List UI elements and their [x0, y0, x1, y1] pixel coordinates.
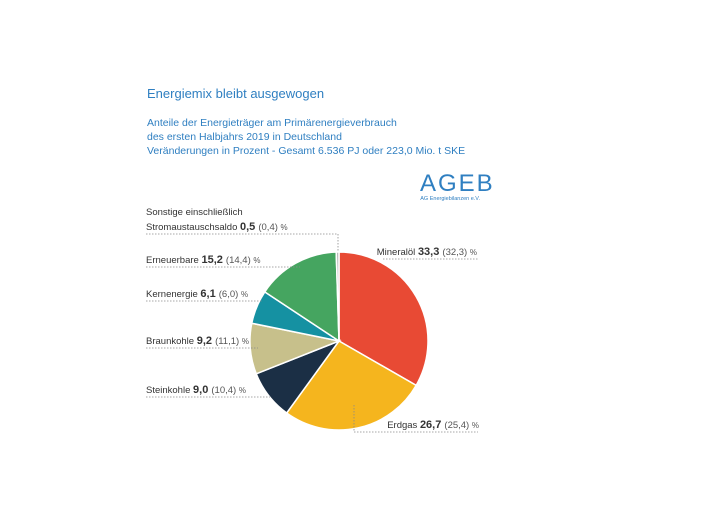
slice-label-erdgas — [387, 419, 479, 431]
slice-value: 0,5 — [240, 221, 259, 233]
subtitle-line-1: Anteile der Energieträger am Primärenergieverbrauch — [147, 117, 397, 129]
slice-unit: % — [469, 248, 477, 257]
pie-slices — [250, 252, 428, 430]
slice-unit: % — [253, 256, 261, 265]
slice-value: 9,0 — [193, 384, 212, 396]
slice-name: Kernenergie — [146, 289, 201, 300]
slice-value: 9,2 — [196, 335, 216, 347]
slice-value: 26,7 — [419, 419, 445, 431]
slice-prev-value: (32,3) — [442, 247, 470, 258]
slice-prev-value: (10,4) — [211, 385, 239, 396]
slice-label-kernenergie — [146, 288, 248, 300]
slice-label-sonstige-einschliesslich — [146, 221, 288, 233]
slice-label-braunkohle — [146, 335, 249, 347]
slice-value: 33,3 — [417, 246, 443, 258]
slice-name: Mineralöl — [376, 247, 418, 258]
slice-value: 15,2 — [201, 254, 226, 266]
chart-headline: Energiemix bleibt ausgewogen — [147, 86, 325, 101]
slice-unit: % — [471, 421, 479, 430]
subtitle-line-3: Veränderungen in Prozent - Gesamt 6.536 PJ oder 223,0 Mio. t SKE — [147, 145, 466, 157]
logo-sub-text: AG Energiebilanzen e.V. — [420, 196, 480, 202]
slice-prev-value: (6,0) — [218, 289, 241, 300]
slice-label-erneuerbare — [146, 254, 261, 266]
slice-name: Steinkohle — [146, 385, 194, 396]
slice-name: Braunkohle — [146, 336, 197, 347]
slice-name: Stromaustauschsaldo — [146, 222, 240, 233]
slice-prev-value: (14,4) — [225, 255, 254, 266]
slice-prev-value: (11,1) — [215, 336, 242, 347]
slice-prev-value: (25,4) — [444, 420, 472, 431]
subtitle-line-2: des ersten Halbjahrs 2019 in Deutschland — [147, 131, 342, 143]
slice-label-steinkohle — [146, 384, 246, 396]
slice-prev-value: (0,4) — [258, 222, 281, 233]
slice-name: Erneuerbare — [146, 255, 202, 266]
slice-unit: % — [240, 290, 249, 299]
slice-unit: % — [241, 337, 249, 346]
slice-name: Erdgas — [387, 420, 420, 431]
slice-value: 6,1 — [200, 288, 219, 300]
logo-main-text: AGEB — [420, 170, 495, 197]
slice-label-line1-sonstige-einschliesslich: Sonstige einschließlich — [146, 207, 243, 218]
slice-unit: % — [280, 223, 288, 232]
slice-label-mineralol — [377, 246, 477, 258]
slice-unit: % — [238, 386, 246, 395]
